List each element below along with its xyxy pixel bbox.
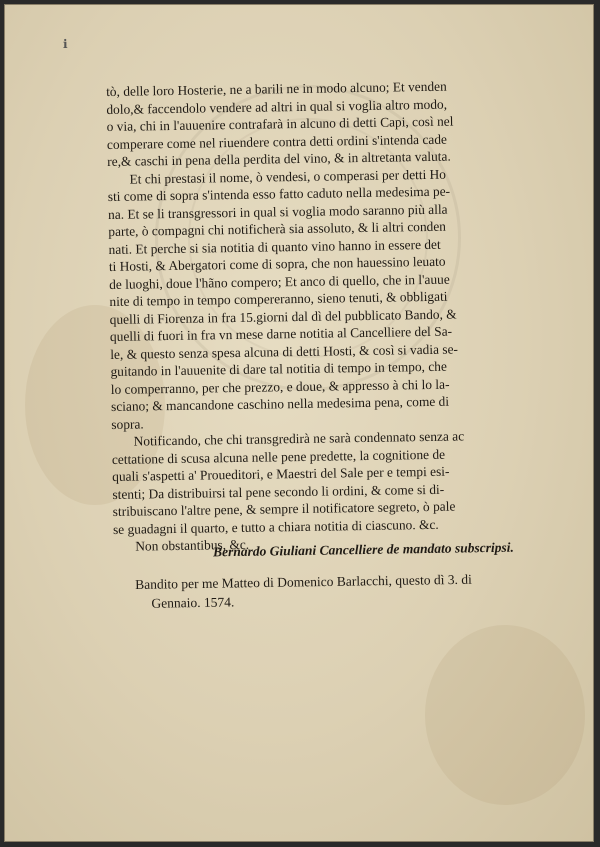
text-line: sti come di sopra s'intenda esso fatto caduto nella medesima pe- <box>107 183 451 204</box>
text-line: quelli di Fiorenza in fra 15.giorni dal dì del pubblicato Bando, & <box>109 306 457 327</box>
text-line: o via, chi in l'auuenire contrafarà in alcuno di detti Capi, così nel <box>106 113 454 134</box>
text-line: comperare come nel riuendere contra detti ordini s'intenda cade <box>106 131 448 152</box>
text-line: ti Hosti, & Abergatori come di sopra, che non hauessino leuato <box>108 253 446 274</box>
text-line: sciano; & mancandone caschino nella medesima pena, come di <box>110 393 450 414</box>
text-line: parte, ò compagni chi notificherà sia assoluto, & li altri conden <box>108 218 447 239</box>
signature-line: Bernardo Giuliani Cancelliere de mandato subscripsi. <box>212 539 514 560</box>
proclamation-date: Gennaio. 1574. <box>151 594 235 611</box>
text-line: na. Et se li transgressori in qual si voglia modo saranno più alla <box>107 201 448 222</box>
paper-stain <box>425 625 585 805</box>
text-line: se guadagni il quarto, e tutto a chiara notitia di ciascuno. &c. <box>112 516 439 537</box>
text-line: quelli di fuori in fra vn mese darne notitia al Cancelliere del Sa- <box>109 323 453 344</box>
text-line: nite di tempo in tempo compereranno, sieno tenuti, & obbligati <box>109 288 448 309</box>
text-line: quali s'aspetti a' Proueditori, e Maestri del Sale per e tempi esi- <box>112 463 450 484</box>
text-line: cettatione di scusa alcuna nelle pene predette, la cognitione de <box>111 446 446 467</box>
text-line: stribuiscano l'altre pene, & sempre il notificatore segreto, ò pale <box>112 498 456 519</box>
text-line: de luoghi, doue l'hãno compero; Et anco di quello, che in l'auue <box>109 271 450 292</box>
text-line: guitando in l'auuenite di dare tal notitia di tempo in tempo, che <box>110 358 447 379</box>
text-line: lo comperranno, per che prezzo, e doue, & appresso à chi lo la- <box>110 376 450 397</box>
proclamation-line: Bandito per me Matteo di Domenico Barlacchi, questo dì 3. di <box>135 571 472 592</box>
text-line: Non obstantibus, &c. <box>135 536 250 554</box>
text-line: re,& caschi in pena della perdita del vino, & in altretanta valuta. <box>107 148 451 169</box>
body-text <box>106 76 531 555</box>
text-line: Et chi prestasi il nome, ò vendesi, o comperasi per detti Ho <box>129 166 447 187</box>
text-line: tò, delle loro Hosterie, ne a barili ne in modo alcuno; Et venden <box>106 78 447 99</box>
text-line: sopra. <box>111 415 144 432</box>
text-line: le, & questo senza spesa alcuna di detti Hosti, & così si vadia se- <box>110 341 459 362</box>
text-line: dolo,& faccendolo vendere ad altri in qual si voglia altro modo, <box>106 96 448 117</box>
text-line: nati. Et perche si sia notitia di quanto vino hanno in essere det <box>108 236 441 257</box>
corner-mark: ℹ <box>63 37 68 51</box>
text-line: Notificando, che chi transgredirà ne sarà condennato senza ac <box>133 428 465 449</box>
proclamation-note <box>135 568 556 613</box>
text-line: stenti; Da distribuirsi tal pene secondo li ordini, & come si di- <box>112 481 445 502</box>
document-page <box>4 4 594 842</box>
